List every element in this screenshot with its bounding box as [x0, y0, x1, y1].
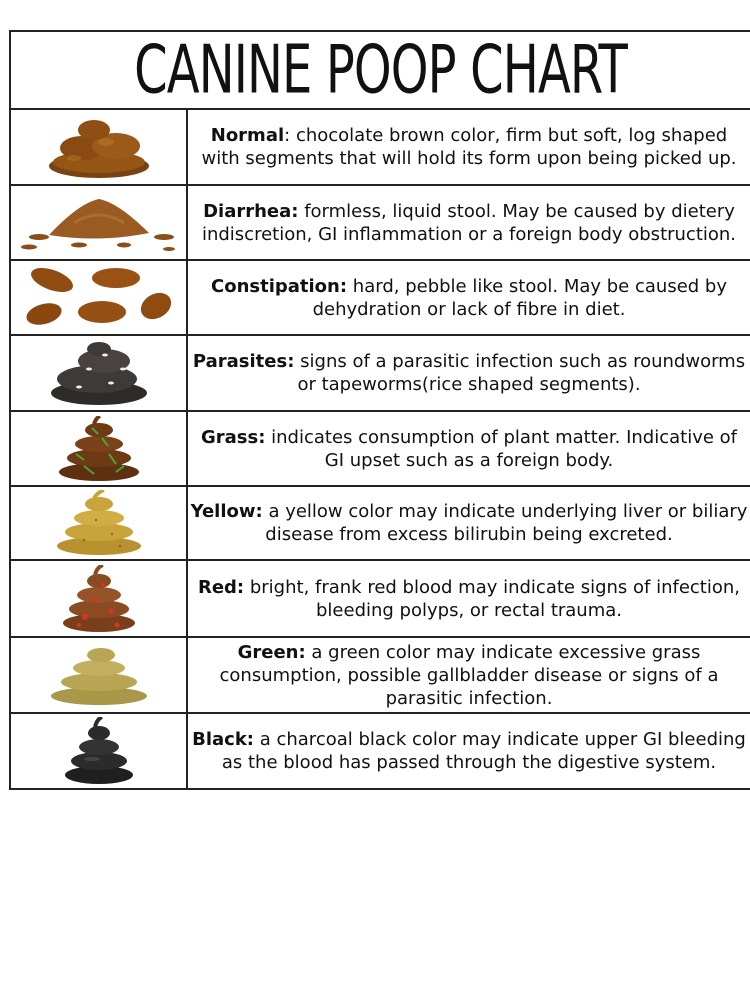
table-row	[11, 261, 750, 336]
row-label: Constipation:	[211, 275, 348, 297]
row-description: signs of a parasitic infection such as roundworms or tapeworms(rice shaped segments).	[294, 351, 746, 395]
page-title: CANINE POOP CHART	[134, 32, 627, 109]
icon-cell	[11, 261, 188, 334]
table-row	[11, 714, 750, 790]
icon-cell	[11, 638, 188, 712]
row-text	[188, 336, 750, 410]
table-row	[11, 561, 750, 638]
black-poop-icon	[62, 717, 136, 785]
row-description: a green color may indicate excessive grass consumption, possible gallbladder disease or signs of a parasitic infection.	[219, 641, 719, 709]
icon-cell	[11, 186, 188, 259]
green-poop-icon	[49, 644, 149, 706]
row-text	[188, 714, 750, 788]
row-label: Yellow:	[190, 501, 263, 522]
row-description: formless, liquid stool. May be caused by dietery indiscretion, GI inflammation or a foreign body obstruction.	[201, 200, 737, 245]
row-description: hard, pebble like stool. May be caused by dehydration or lack of fibre in diet.	[312, 275, 727, 320]
table-row	[11, 110, 750, 186]
row-description: indicates consumption of plant matter. Indicative of GI upset such as a foreign body.	[265, 426, 737, 471]
table-row	[11, 336, 750, 412]
icon-cell	[11, 336, 188, 410]
parasites-poop-icon	[49, 339, 149, 407]
icon-cell	[11, 412, 188, 485]
red-poop-icon	[59, 565, 139, 633]
grass-poop-icon	[54, 416, 144, 482]
row-text	[188, 487, 750, 559]
constipation-poop-icon	[24, 266, 174, 330]
row-description: a charcoal black color may indicate upper GI bleeding as the blood has passed through the digestive system.	[221, 729, 746, 773]
table-row	[11, 487, 750, 561]
table-row	[11, 638, 750, 714]
table-row	[11, 186, 750, 261]
row-text	[188, 561, 750, 636]
icon-cell	[11, 561, 188, 636]
icon-cell	[11, 487, 188, 559]
row-label: Red:	[197, 576, 245, 598]
row-text	[188, 638, 750, 712]
title-row	[11, 32, 750, 110]
row-label: Green:	[237, 641, 306, 663]
row-text	[188, 261, 750, 334]
row-label: Normal	[210, 125, 285, 146]
icon-cell	[11, 714, 188, 788]
row-description: chocolate brown color, firm but soft, log shaped with segments that will hold its form upon being picked up.	[201, 125, 737, 169]
yellow-poop-icon	[54, 490, 144, 556]
normal-poop-icon	[44, 114, 154, 180]
icon-cell	[11, 110, 188, 184]
row-text	[188, 110, 750, 184]
row-text	[188, 412, 750, 485]
diarrhea-poop-icon	[19, 193, 179, 253]
row-description: a yellow color may indicate underlying liver or biliary disease from excess bilirubin being excreted.	[262, 501, 748, 545]
row-description: bright, frank red blood may indicate signs of infection, bleeding polyps, or rectal trauma.	[244, 576, 741, 621]
row-label: Black:	[192, 729, 254, 750]
row-label: Diarrhea:	[203, 200, 299, 222]
row-text	[188, 186, 750, 259]
poop-chart-table	[9, 30, 750, 790]
row-label: Parasites:	[192, 351, 295, 372]
row-label-sep: :	[284, 125, 291, 146]
table-row	[11, 412, 750, 487]
row-label: Grass:	[200, 426, 266, 448]
